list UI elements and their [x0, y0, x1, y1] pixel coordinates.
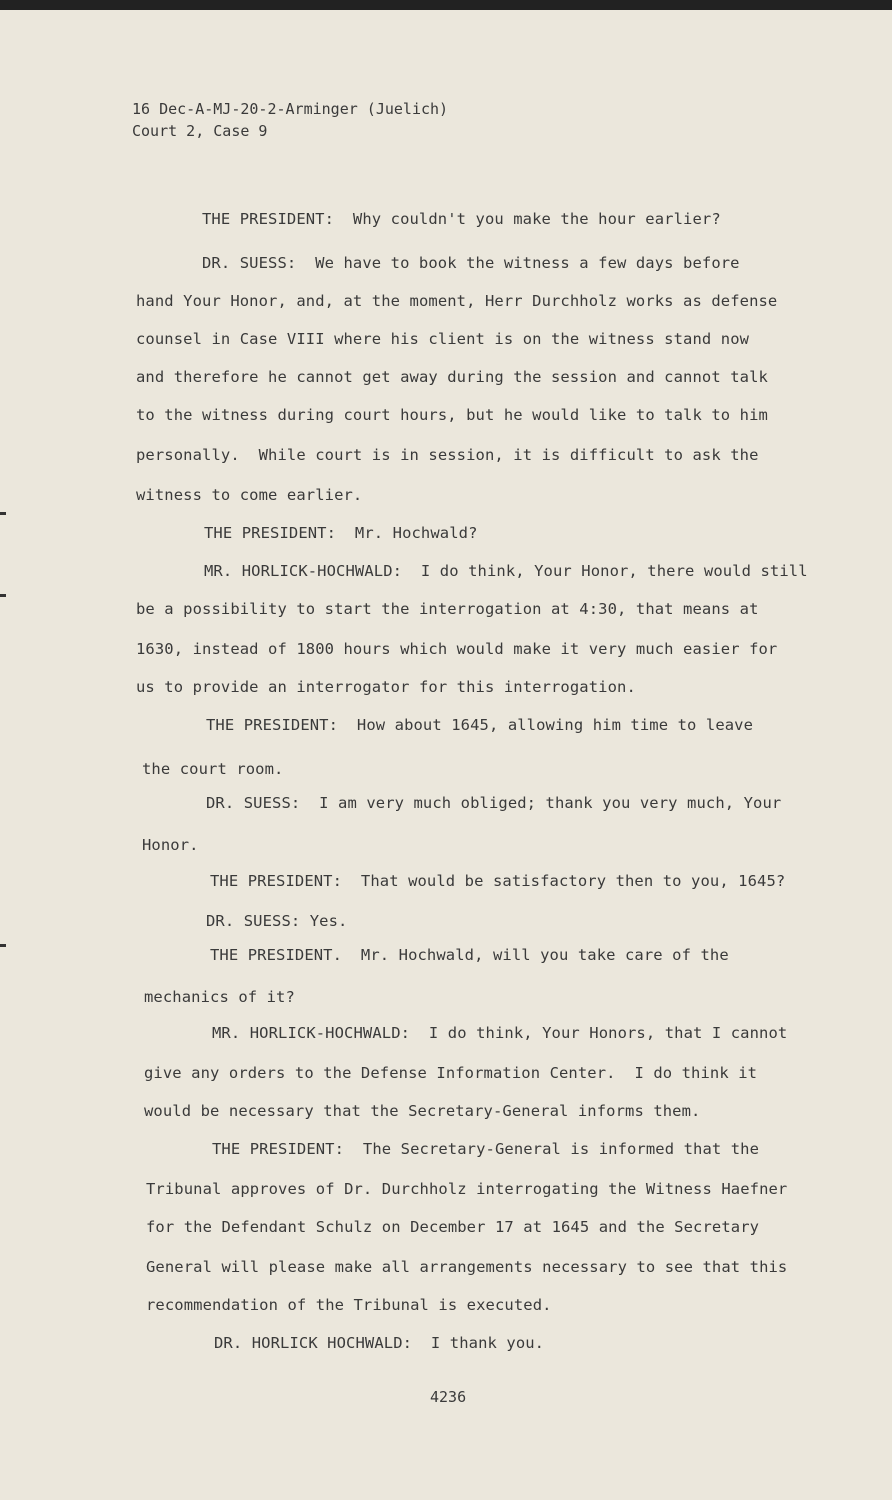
scan-border [0, 0, 892, 10]
text-line: 1630, instead of 1800 hours which would make it very much easier for [136, 640, 778, 658]
text-line: DR. SUESS: We have to book the witness a few days before [202, 254, 740, 272]
text-line: THE PRESIDENT: Mr. Hochwald? [204, 524, 478, 542]
text-line: DR. SUESS: Yes. [206, 912, 348, 930]
text-line: recommendation of the Tribunal is executed. [146, 1296, 552, 1314]
scan-mark [0, 944, 6, 947]
text-line: Tribunal approves of Dr. Durchholz interrogating the Witness Haefner [146, 1180, 788, 1198]
document-page [0, 10, 892, 1500]
text-line: THE PRESIDENT. Mr. Hochwald, will you take care of the [210, 946, 729, 964]
text-line: DR. HORLICK HOCHWALD: I thank you. [214, 1334, 545, 1352]
header-line-2: Court 2, Case 9 [132, 122, 268, 140]
text-line: Honor. [142, 836, 199, 854]
text-line: THE PRESIDENT: The Secretary-General is informed that the [212, 1140, 760, 1158]
text-line: THE PRESIDENT: That would be satisfactory then to you, 1645? [210, 872, 786, 890]
text-line: and therefore he cannot get away during the session and cannot talk [136, 368, 768, 386]
document-header [132, 98, 448, 142]
text-line: THE PRESIDENT: How about 1645, allowing him time to leave [206, 716, 754, 734]
text-line: the court room. [142, 760, 284, 778]
text-line: THE PRESIDENT: Why couldn't you make the hour earlier? [202, 210, 721, 228]
text-line: General will please make all arrangements necessary to see that this [146, 1258, 788, 1276]
scan-mark [0, 512, 6, 515]
header-line-1: 16 Dec-A-MJ-20-2-Arminger (Juelich) [132, 100, 449, 118]
text-line: to the witness during court hours, but he would like to talk to him [136, 406, 768, 424]
text-line: mechanics of it? [144, 988, 295, 1006]
page-number: 4236 [430, 1388, 467, 1406]
text-line: MR. HORLICK-HOCHWALD: I do think, Your Honors, that I cannot [212, 1024, 788, 1042]
text-line: us to provide an interrogator for this interrogation. [136, 678, 636, 696]
text-line: for the Defendant Schulz on December 17 at 1645 and the Secretary [146, 1218, 760, 1236]
text-line: DR. SUESS: I am very much obliged; thank you very much, Your [206, 794, 782, 812]
text-line: be a possibility to start the interrogation at 4:30, that means at [136, 600, 759, 618]
text-line: MR. HORLICK-HOCHWALD: I do think, Your Honor, there would still [204, 562, 808, 580]
text-line: counsel in Case VIII where his client is on the witness stand now [136, 330, 750, 348]
text-line: hand Your Honor, and, at the moment, Herr Durchholz works as defense [136, 292, 778, 310]
scan-mark [0, 594, 6, 597]
text-line: would be necessary that the Secretary-General informs them. [144, 1102, 701, 1120]
text-line: give any orders to the Defense Information Center. I do think it [144, 1064, 758, 1082]
text-line: witness to come earlier. [136, 486, 363, 504]
text-line: personally. While court is in session, it is difficult to ask the [136, 446, 759, 464]
